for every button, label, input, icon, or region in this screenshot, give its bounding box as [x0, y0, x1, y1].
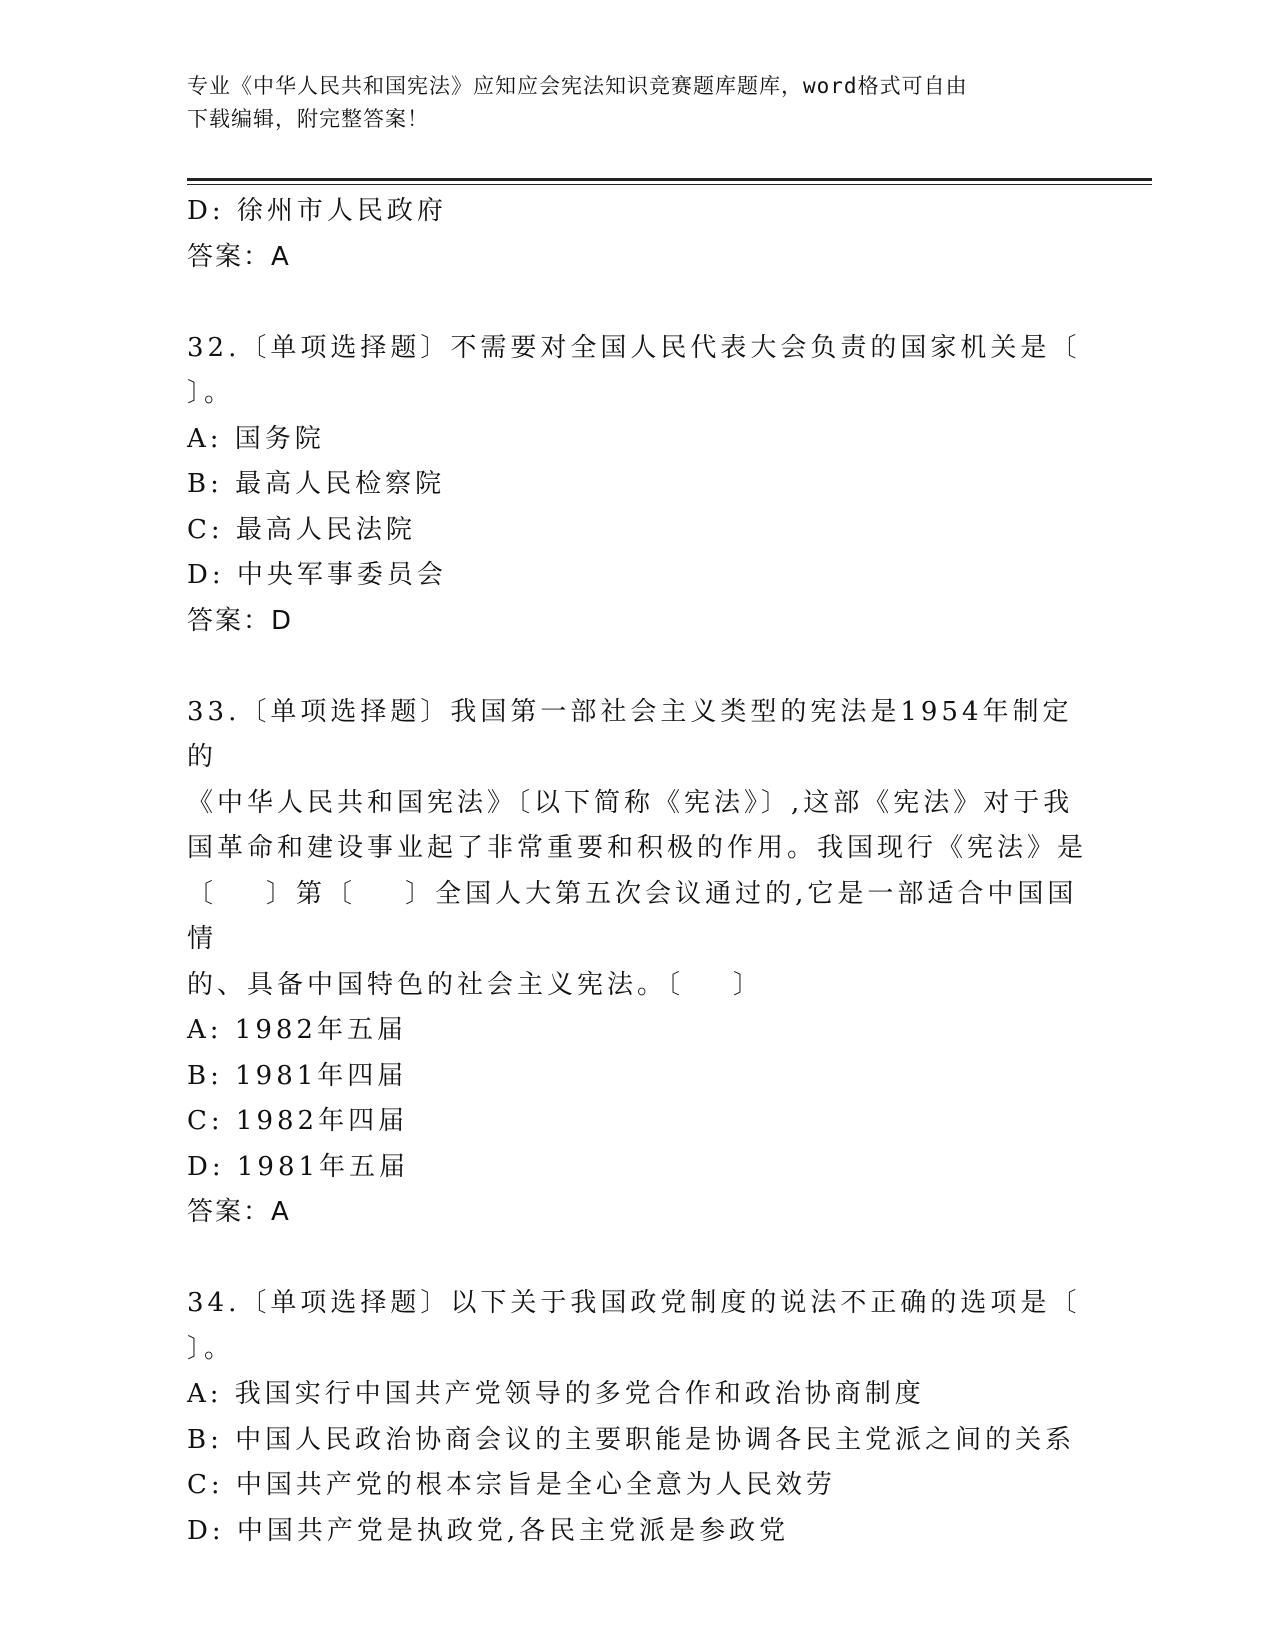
header-line-1: 专业《中华人民共和国宪法》应知应会宪法知识竞赛题库题库，word格式可自由 [187, 74, 968, 98]
question-stem-line: 国革命和建设事业起了非常重要和积极的作用。我国现行《宪法》是 [187, 833, 1088, 863]
answer-line: 答案：A [187, 1197, 291, 1227]
prev-question-tail [187, 189, 1087, 280]
option-d: D: 徐州市人民政府 [187, 196, 447, 226]
option-c: C: 1982年四届 [187, 1106, 409, 1136]
header-divider-thick [187, 178, 1152, 181]
question-33 [187, 690, 1087, 1236]
option-d: D: 中国共产党是执政党,各民主党派是参政党 [187, 1515, 790, 1546]
option-b: B: 中国人民政治协商会议的主要职能是协调各民主党派之间的关系 [187, 1424, 1076, 1455]
option-d: D: 1981年五届 [187, 1151, 410, 1182]
question-stem-line: 32.〔单项选择题〕不需要对全国人民代表大会负责的国家机关是〔 [187, 332, 1081, 363]
header-divider-thin [187, 184, 1152, 185]
question-list [187, 189, 1087, 1554]
question-stem-line: 〕。 [187, 378, 235, 408]
question-stem-line: 《中华人民共和国宪法》〔以下简称《宪法》〕,这部《宪法》对于我 [187, 787, 1074, 818]
question-stem-line: 34.〔单项选择题〕以下关于我国政党制度的说法不正确的选项是〔 [187, 1288, 1081, 1318]
question-32 [187, 326, 1087, 645]
spacer [187, 280, 1087, 326]
option-c: C: 最高人民法院 [187, 514, 416, 545]
question-stem-line: 的、具备中国特色的社会主义宪法。〔 〕 [187, 969, 764, 1000]
option-d: D: 中央军事委员会 [187, 560, 447, 590]
option-a: A: 我国实行中国共产党领导的多党合作和政治协商制度 [187, 1379, 925, 1409]
question-stem-line: 〔 〕第〔 〕全国人大第五次会议通过的,它是一部适合中国国情 [187, 878, 1078, 954]
question-stem-line: 〕。 [187, 1333, 235, 1364]
document-header [187, 70, 1077, 136]
option-a: A: 1982年五届 [187, 1015, 407, 1045]
question-34 [187, 1281, 1087, 1554]
option-a: A: 国务院 [187, 423, 325, 454]
option-b: B: 最高人民检察院 [187, 469, 446, 499]
question-stem-line: 33.〔单项选择题〕我国第一部社会主义类型的宪法是1954年制定的 [187, 696, 1073, 772]
answer-line: 答案：D [187, 605, 294, 636]
spacer [187, 644, 1087, 690]
option-b: B: 1981年四届 [187, 1060, 408, 1091]
spacer [187, 1236, 1087, 1282]
header-line-2: 下载编辑，附完整答案！ [187, 107, 429, 131]
option-c: C: 中国共产党的根本宗旨是全心全意为人民效劳 [187, 1470, 836, 1500]
answer-line: 答案：A [187, 241, 291, 272]
